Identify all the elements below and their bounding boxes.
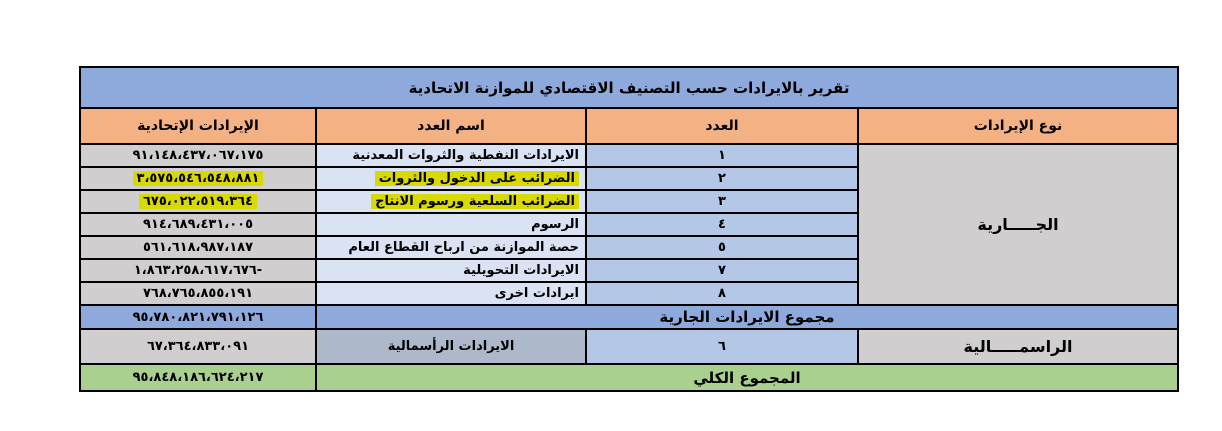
report-title: تقرير بالايرادات حسب التصنيف الاقتصادي للموازنة الاتحادية: [80, 67, 1178, 108]
revenue-value: ٥٦١،٦١٨،٩٨٧،١٨٧: [80, 236, 316, 259]
table-row: [80, 144, 1178, 167]
capital-type-label: الراسمـــــالية: [858, 329, 1178, 364]
header-type: نوع الإيرادات: [858, 108, 1178, 144]
item-name: الايرادات النفطية والثروات المعدنية: [316, 144, 586, 167]
item-name: الايرادات التحويلية: [316, 259, 586, 282]
revenue-report-table: [79, 66, 1179, 392]
capital-row: [80, 329, 1178, 364]
revenue-value: ٩١،١٤٨،٤٣٧،٠٦٧،١٧٥: [80, 144, 316, 167]
item-count: ٨: [586, 282, 858, 305]
item-name: الضرائب على الدخول والثروات: [375, 171, 579, 186]
revenue-value: ٩١٤،٦٨٩،٤٣١،٠٠٥: [80, 213, 316, 236]
item-count: ٧: [586, 259, 858, 282]
item-count: ٢: [586, 167, 858, 190]
header-count: العدد: [586, 108, 858, 144]
capital-value: ٦٧،٣٦٤،٨٣٣،٠٩١: [80, 329, 316, 364]
grand-total-label: المجموع الكلي: [316, 364, 1178, 391]
item-count: ٥: [586, 236, 858, 259]
item-name: ايرادات اخرى: [316, 282, 586, 305]
item-count: ٣: [586, 190, 858, 213]
revenue-value: ٦٧٥،٠٢٢،٥١٩،٣٦٤: [139, 194, 257, 209]
item-name: حصة الموازنة من ارباح القطاع العام: [316, 236, 586, 259]
grand-total-value: ٩٥،٨٤٨،١٨٦،٦٢٤،٢١٧: [80, 364, 316, 391]
capital-count: ٦: [586, 329, 858, 364]
current-type-label: الجـــــارية: [858, 144, 1178, 305]
revenue-value: ٣،٥٧٥،٥٤٦،٥٤٨،٨٨١: [133, 171, 264, 186]
current-total-value: ٩٥،٧٨٠،٨٢١،٧٩١،١٢٦: [80, 305, 316, 329]
item-name: الرسوم: [316, 213, 586, 236]
header-name: اسم العدد: [316, 108, 586, 144]
grand-total-row: [80, 364, 1178, 391]
item-count: ١: [586, 144, 858, 167]
item-name: الضرائب السلعية ورسوم الانتاج: [371, 194, 579, 209]
revenue-value: ٧٦٨،٧٦٥،٨٥٥،١٩١: [80, 282, 316, 305]
header-revenue: الإيرادات الإتحادية: [80, 108, 316, 144]
current-total-label: مجموع الايرادات الجارية: [316, 305, 1178, 329]
revenue-value: ١،٨٦٣،٢٥٨،٦١٧،٦٧٦-: [80, 259, 316, 282]
current-total-row: [80, 305, 1178, 329]
item-count: ٤: [586, 213, 858, 236]
capital-name: الايرادات الرأسمالية: [316, 329, 586, 364]
